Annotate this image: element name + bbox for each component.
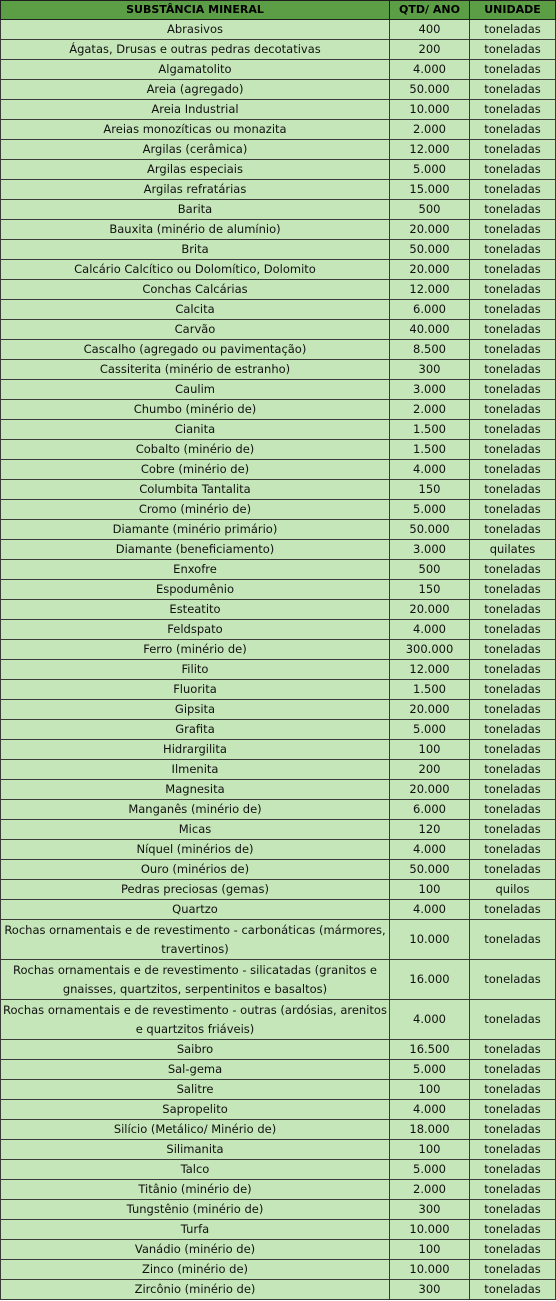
unit-cell: toneladas: [470, 900, 556, 920]
quantity-cell: 100: [390, 1240, 470, 1260]
unit-cell: toneladas: [470, 60, 556, 80]
table-row: [1, 160, 556, 180]
table-row: [1, 1040, 556, 1060]
table-row: [1, 180, 556, 200]
unit-cell: toneladas: [470, 140, 556, 160]
quantity-cell: 200: [390, 40, 470, 60]
table-row: [1, 460, 556, 480]
header-row: [1, 1, 556, 20]
quantity-cell: 16.000: [390, 960, 470, 1000]
table-row: [1, 740, 556, 760]
unit-cell: toneladas: [470, 1140, 556, 1160]
substance-cell: Chumbo (minério de): [1, 400, 390, 420]
table-row: [1, 60, 556, 80]
substance-cell: Columbita Tantalita: [1, 480, 390, 500]
substance-cell: Salitre: [1, 1080, 390, 1100]
quantity-cell: 8.500: [390, 340, 470, 360]
unit-cell: toneladas: [470, 320, 556, 340]
table-row: [1, 280, 556, 300]
unit-cell: toneladas: [470, 1000, 556, 1040]
unit-cell: toneladas: [470, 820, 556, 840]
unit-cell: toneladas: [470, 280, 556, 300]
table-row: [1, 860, 556, 880]
substance-cell: Sapropelito: [1, 1100, 390, 1120]
unit-cell: toneladas: [470, 1040, 556, 1060]
quantity-cell: 1.500: [390, 420, 470, 440]
unit-cell: toneladas: [470, 1080, 556, 1100]
unit-cell: toneladas: [470, 1240, 556, 1260]
substance-cell: Barita: [1, 200, 390, 220]
table-row: [1, 1240, 556, 1260]
table-row: [1, 780, 556, 800]
quantity-cell: 3.000: [390, 540, 470, 560]
unit-cell: quilos: [470, 880, 556, 900]
table-row: [1, 680, 556, 700]
table-row: [1, 960, 556, 1000]
unit-cell: toneladas: [470, 780, 556, 800]
substance-cell: Cromo (minério de): [1, 500, 390, 520]
substance-cell: Ilmenita: [1, 760, 390, 780]
unit-cell: toneladas: [470, 520, 556, 540]
unit-cell: toneladas: [470, 80, 556, 100]
substance-cell: Ágatas, Drusas e outras pedras decotativas: [1, 40, 390, 60]
table-row: [1, 420, 556, 440]
quantity-cell: 15.000: [390, 180, 470, 200]
table-row: [1, 1140, 556, 1160]
table-row: [1, 640, 556, 660]
table-row: [1, 500, 556, 520]
quantity-cell: 500: [390, 200, 470, 220]
unit-cell: toneladas: [470, 1200, 556, 1220]
quantity-cell: 5.000: [390, 160, 470, 180]
unit-cell: toneladas: [470, 720, 556, 740]
substance-cell: Pedras preciosas (gemas): [1, 880, 390, 900]
quantity-cell: 100: [390, 1080, 470, 1100]
table-row: [1, 720, 556, 740]
table-row: [1, 1160, 556, 1180]
quantity-cell: 10.000: [390, 100, 470, 120]
table-row: [1, 700, 556, 720]
unit-cell: toneladas: [470, 480, 556, 500]
substance-cell: Abrasivos: [1, 20, 390, 40]
substance-cell: Grafita: [1, 720, 390, 740]
table-row: [1, 200, 556, 220]
table-row: [1, 1220, 556, 1240]
unit-cell: toneladas: [470, 240, 556, 260]
table-row: [1, 880, 556, 900]
table-row: [1, 1100, 556, 1120]
quantity-cell: 100: [390, 880, 470, 900]
table-row: [1, 1260, 556, 1280]
substance-cell: Cianita: [1, 420, 390, 440]
unit-cell: toneladas: [470, 360, 556, 380]
quantity-cell: 20.000: [390, 220, 470, 240]
table-row: [1, 840, 556, 860]
substance-cell: Titânio (minério de): [1, 1180, 390, 1200]
table-row: [1, 360, 556, 380]
quantity-cell: 20.000: [390, 780, 470, 800]
table-row: [1, 1060, 556, 1080]
unit-cell: toneladas: [470, 1160, 556, 1180]
unit-cell: toneladas: [470, 1280, 556, 1300]
table-row: [1, 1180, 556, 1200]
substance-cell: Areias monozíticas ou monazita: [1, 120, 390, 140]
substance-cell: Brita: [1, 240, 390, 260]
substance-cell: Calcário Calcítico ou Dolomítico, Dolomito: [1, 260, 390, 280]
unit-cell: toneladas: [470, 920, 556, 960]
quantity-cell: 300: [390, 1200, 470, 1220]
unit-cell: toneladas: [470, 500, 556, 520]
table-row: [1, 220, 556, 240]
quantity-cell: 300: [390, 360, 470, 380]
unit-cell: toneladas: [470, 340, 556, 360]
substance-cell: Hidrargilita: [1, 740, 390, 760]
quantity-cell: 20.000: [390, 700, 470, 720]
quantity-cell: 200: [390, 760, 470, 780]
substance-cell: Micas: [1, 820, 390, 840]
substance-cell: Feldspato: [1, 620, 390, 640]
quantity-cell: 5.000: [390, 720, 470, 740]
unit-cell: toneladas: [470, 460, 556, 480]
table-row: [1, 340, 556, 360]
substance-cell: Areia (agregado): [1, 80, 390, 100]
quantity-cell: 150: [390, 580, 470, 600]
quantity-cell: 150: [390, 480, 470, 500]
substance-cell: Níquel (minérios de): [1, 840, 390, 860]
unit-cell: toneladas: [470, 960, 556, 1000]
quantity-cell: 5.000: [390, 1060, 470, 1080]
unit-cell: toneladas: [470, 740, 556, 760]
quantity-cell: 120: [390, 820, 470, 840]
substance-cell: Rochas ornamentais e de revestimento - carbonáticas (mármores, travertinos): [1, 920, 390, 960]
substance-cell: Carvão: [1, 320, 390, 340]
table-row: [1, 320, 556, 340]
substance-cell: Ferro (minério de): [1, 640, 390, 660]
substance-cell: Turfa: [1, 1220, 390, 1240]
unit-cell: toneladas: [470, 220, 556, 240]
unit-cell: toneladas: [470, 600, 556, 620]
unit-cell: toneladas: [470, 100, 556, 120]
quantity-cell: 1.500: [390, 440, 470, 460]
header-substance: SUBSTÂNCIA MINERAL: [1, 1, 390, 20]
unit-cell: toneladas: [470, 20, 556, 40]
table-row: [1, 600, 556, 620]
table-row: [1, 100, 556, 120]
unit-cell: toneladas: [470, 620, 556, 640]
unit-cell: toneladas: [470, 660, 556, 680]
quantity-cell: 12.000: [390, 140, 470, 160]
quantity-cell: 5.000: [390, 1160, 470, 1180]
table-row: [1, 820, 556, 840]
quantity-cell: 4.000: [390, 840, 470, 860]
substance-cell: Fluorita: [1, 680, 390, 700]
quantity-cell: 10.000: [390, 920, 470, 960]
unit-cell: toneladas: [470, 680, 556, 700]
substance-cell: Enxofre: [1, 560, 390, 580]
substance-cell: Silício (Metálico/ Minério de): [1, 1120, 390, 1140]
table-row: [1, 540, 556, 560]
quantity-cell: 6.000: [390, 300, 470, 320]
table-row: [1, 380, 556, 400]
unit-cell: toneladas: [470, 1260, 556, 1280]
substance-cell: Cassiterita (minério de estranho): [1, 360, 390, 380]
substance-cell: Conchas Calcárias: [1, 280, 390, 300]
table-row: [1, 520, 556, 540]
quantity-cell: 2.000: [390, 400, 470, 420]
substance-cell: Bauxita (minério de alumínio): [1, 220, 390, 240]
table-row: [1, 800, 556, 820]
substance-cell: Sal-gema: [1, 1060, 390, 1080]
substance-cell: Quartzo: [1, 900, 390, 920]
unit-cell: toneladas: [470, 120, 556, 140]
table-row: [1, 920, 556, 960]
unit-cell: toneladas: [470, 180, 556, 200]
unit-cell: toneladas: [470, 200, 556, 220]
substance-cell: Gipsita: [1, 700, 390, 720]
table-row: [1, 120, 556, 140]
unit-cell: toneladas: [470, 400, 556, 420]
substance-cell: Cascalho (agregado ou pavimentação): [1, 340, 390, 360]
unit-cell: toneladas: [470, 640, 556, 660]
substance-cell: Zinco (minério de): [1, 1260, 390, 1280]
table-row: [1, 1280, 556, 1300]
quantity-cell: 400: [390, 20, 470, 40]
table-row: [1, 40, 556, 60]
unit-cell: toneladas: [470, 1060, 556, 1080]
quantity-cell: 50.000: [390, 520, 470, 540]
substance-cell: Argilas refratárias: [1, 180, 390, 200]
quantity-cell: 50.000: [390, 860, 470, 880]
substance-cell: Argilas especiais: [1, 160, 390, 180]
quantity-cell: 18.000: [390, 1120, 470, 1140]
substance-cell: Calcita: [1, 300, 390, 320]
table-row: [1, 660, 556, 680]
substance-cell: Cobre (minério de): [1, 460, 390, 480]
unit-cell: toneladas: [470, 560, 556, 580]
quantity-cell: 20.000: [390, 260, 470, 280]
quantity-cell: 100: [390, 740, 470, 760]
quantity-cell: 300: [390, 1280, 470, 1300]
unit-cell: toneladas: [470, 260, 556, 280]
table-row: [1, 1080, 556, 1100]
unit-cell: toneladas: [470, 160, 556, 180]
quantity-cell: 20.000: [390, 600, 470, 620]
unit-cell: toneladas: [470, 580, 556, 600]
substance-cell: Ouro (minérios de): [1, 860, 390, 880]
unit-cell: toneladas: [470, 1180, 556, 1200]
unit-cell: toneladas: [470, 380, 556, 400]
unit-cell: toneladas: [470, 420, 556, 440]
header-quantity: QTD/ ANO: [390, 1, 470, 20]
substance-cell: Magnesita: [1, 780, 390, 800]
unit-cell: toneladas: [470, 840, 556, 860]
unit-cell: toneladas: [470, 40, 556, 60]
quantity-cell: 50.000: [390, 240, 470, 260]
table-row: [1, 1120, 556, 1140]
table-row: [1, 560, 556, 580]
table-row: [1, 20, 556, 40]
substance-cell: Areia Industrial: [1, 100, 390, 120]
table-row: [1, 620, 556, 640]
quantity-cell: 4.000: [390, 460, 470, 480]
header-unit: UNIDADE: [470, 1, 556, 20]
substance-cell: Diamante (minério primário): [1, 520, 390, 540]
unit-cell: toneladas: [470, 440, 556, 460]
table-row: [1, 760, 556, 780]
quantity-cell: 10.000: [390, 1220, 470, 1240]
substance-cell: Saibro: [1, 1040, 390, 1060]
substance-cell: Caulim: [1, 380, 390, 400]
quantity-cell: 4.000: [390, 620, 470, 640]
unit-cell: toneladas: [470, 800, 556, 820]
substance-cell: Rochas ornamentais e de revestimento - silicatadas (granitos e gnaisses, quartzitos, serpentinitos e basaltos): [1, 960, 390, 1000]
unit-cell: toneladas: [470, 860, 556, 880]
table-row: [1, 900, 556, 920]
quantity-cell: 2.000: [390, 120, 470, 140]
substance-cell: Cobalto (minério de): [1, 440, 390, 460]
table-row: [1, 300, 556, 320]
quantity-cell: 4.000: [390, 900, 470, 920]
quantity-cell: 5.000: [390, 500, 470, 520]
substance-cell: Zircônio (minério de): [1, 1280, 390, 1300]
table-row: [1, 440, 556, 460]
substance-cell: Diamante (beneficiamento): [1, 540, 390, 560]
substance-cell: Filito: [1, 660, 390, 680]
table-row: [1, 140, 556, 160]
quantity-cell: 50.000: [390, 80, 470, 100]
quantity-cell: 1.500: [390, 680, 470, 700]
quantity-cell: 300.000: [390, 640, 470, 660]
unit-cell: toneladas: [470, 300, 556, 320]
quantity-cell: 16.500: [390, 1040, 470, 1060]
table-row: [1, 240, 556, 260]
unit-cell: toneladas: [470, 1220, 556, 1240]
quantity-cell: 12.000: [390, 280, 470, 300]
quantity-cell: 500: [390, 560, 470, 580]
quantity-cell: 3.000: [390, 380, 470, 400]
quantity-cell: 40.000: [390, 320, 470, 340]
table-row: [1, 580, 556, 600]
substance-cell: Rochas ornamentais e de revestimento - outras (ardósias, arenitos e quartzitos friáveis): [1, 1000, 390, 1040]
unit-cell: toneladas: [470, 700, 556, 720]
substance-cell: Esteatito: [1, 600, 390, 620]
substance-cell: Manganês (minério de): [1, 800, 390, 820]
unit-cell: toneladas: [470, 1120, 556, 1140]
unit-cell: toneladas: [470, 760, 556, 780]
substance-cell: Algamatolito: [1, 60, 390, 80]
table-row: [1, 80, 556, 100]
table-row: [1, 1200, 556, 1220]
substance-cell: Espodumênio: [1, 580, 390, 600]
quantity-cell: 10.000: [390, 1260, 470, 1280]
quantity-cell: 4.000: [390, 1100, 470, 1120]
substance-cell: Tungstênio (minério de): [1, 1200, 390, 1220]
table-row: [1, 400, 556, 420]
quantity-cell: 2.000: [390, 1180, 470, 1200]
substance-cell: Silimanita: [1, 1140, 390, 1160]
quantity-cell: 4.000: [390, 1000, 470, 1040]
quantity-cell: 100: [390, 1140, 470, 1160]
unit-cell: quilates: [470, 540, 556, 560]
substance-cell: Talco: [1, 1160, 390, 1180]
unit-cell: toneladas: [470, 1100, 556, 1120]
substance-cell: Vanádio (minério de): [1, 1240, 390, 1260]
table-row: [1, 260, 556, 280]
quantity-cell: 12.000: [390, 660, 470, 680]
quantity-cell: 4.000: [390, 60, 470, 80]
quantity-cell: 6.000: [390, 800, 470, 820]
substance-cell: Argilas (cerâmica): [1, 140, 390, 160]
table-row: [1, 480, 556, 500]
table-row: [1, 1000, 556, 1040]
